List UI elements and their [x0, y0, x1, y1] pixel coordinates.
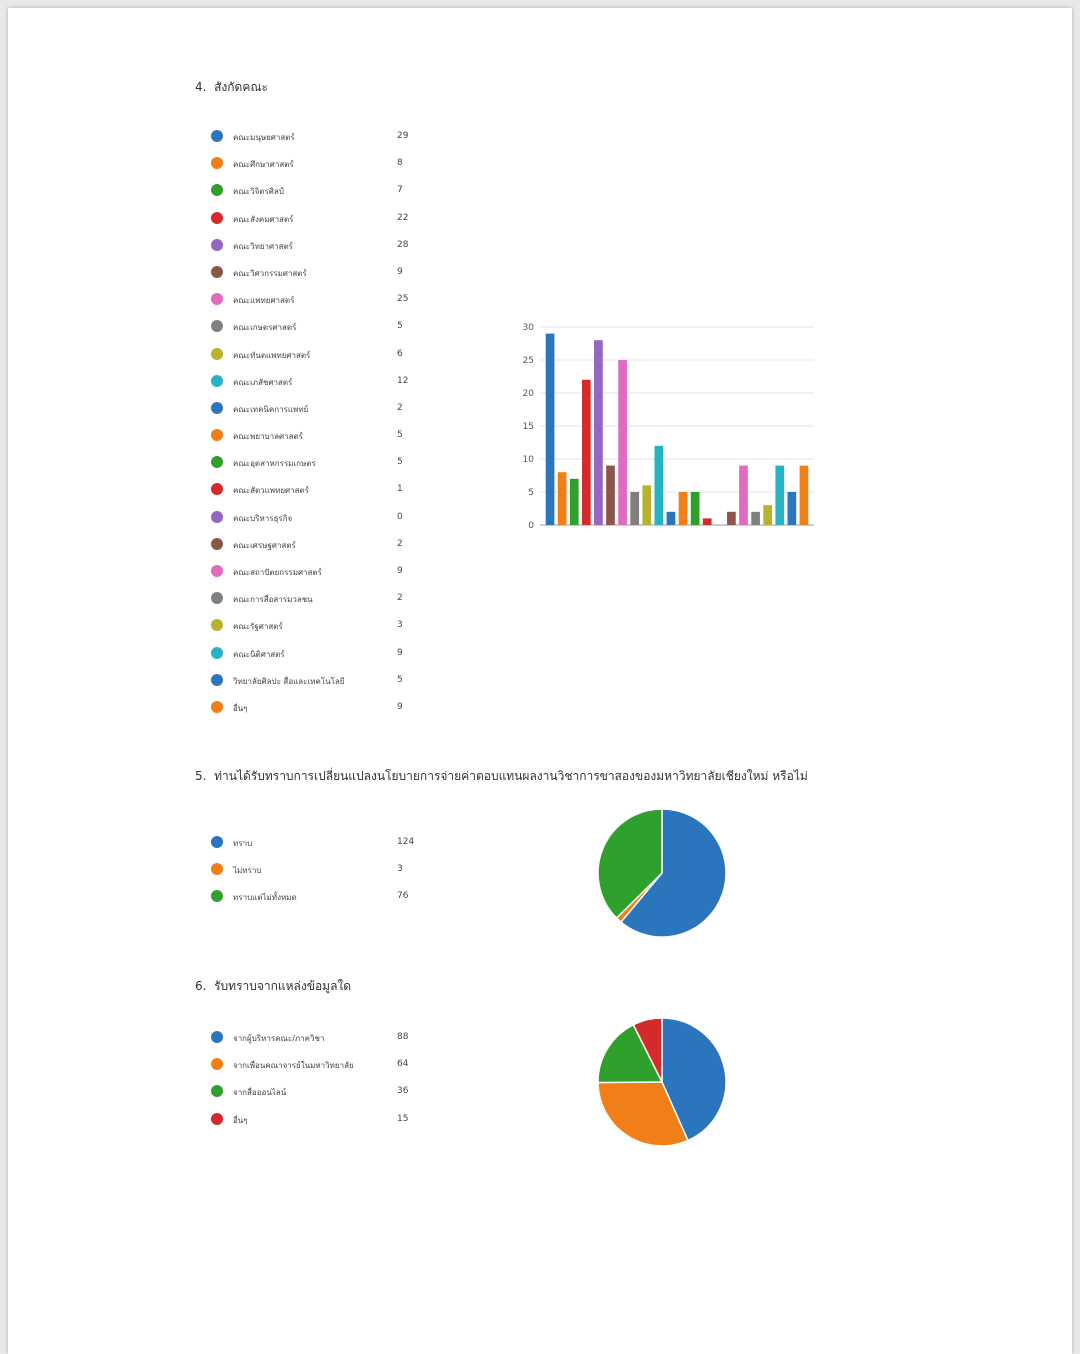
question-6-title: 6. รับทราบจากแหล่งข้อมูลใด — [195, 979, 352, 993]
legend-value: 28 — [397, 239, 409, 250]
bar — [618, 360, 627, 525]
legend-label: คณะพยาบาลศาสตร์ — [233, 432, 303, 442]
faculty-bar-chart — [510, 318, 820, 533]
bar — [667, 512, 676, 525]
legend-value: 5 — [397, 457, 403, 468]
bar — [606, 466, 615, 525]
legend-label: ทราบ — [233, 839, 253, 848]
y-tick-label: 20 — [522, 389, 534, 399]
legend-value: 2 — [397, 593, 403, 604]
y-tick-label: 10 — [522, 455, 534, 465]
legend-value: 12 — [397, 375, 409, 386]
legend-value: 29 — [397, 131, 409, 141]
bar — [582, 380, 591, 525]
legend-label: คณะการสื่อสารมวลชน — [233, 595, 313, 605]
legend-swatch — [211, 701, 223, 713]
legend-swatch — [211, 266, 223, 278]
legend-swatch — [211, 375, 223, 387]
legend-swatch — [211, 1031, 223, 1043]
question-5-title: 5. ท่านได้รับทราบการเปลี่ยนแปลงนโยบายการจ่ายค่าตอบแทนผลงานวิชาการขาสองของมหาวิทยาลัยเชียงใหม่ หรือไม่ — [195, 769, 808, 783]
bar — [751, 512, 760, 525]
legend-label: อื่นๆ — [233, 703, 248, 713]
legend-label: คณะวิทยาศาสตร์ — [233, 241, 293, 251]
bar — [691, 492, 700, 525]
legend-value: 5 — [397, 674, 403, 685]
legend-value: 124 — [397, 837, 415, 847]
bar — [763, 505, 772, 525]
legend-value: 3 — [397, 620, 403, 631]
legend-label: คณะวิศวกรรมศาสตร์ — [233, 268, 307, 278]
legend-value: 6 — [397, 348, 403, 359]
legend-label: คณะวิจิตรศิลป์ — [233, 187, 284, 197]
awareness-pie-chart — [592, 803, 732, 943]
legend-label: คณะศึกษาศาสตร์ — [233, 160, 294, 170]
legend-label: คณะบริหารธุรกิจ — [233, 513, 293, 523]
legend-swatch — [211, 511, 223, 523]
y-tick-label: 30 — [522, 323, 534, 333]
legend-value: 5 — [397, 321, 403, 332]
bar — [570, 479, 579, 525]
legend-swatch — [211, 429, 223, 441]
bar — [642, 485, 651, 525]
y-tick-label: 25 — [522, 356, 534, 366]
legend-label: คณะมนุษยศาสตร์ — [233, 133, 295, 142]
legend-value: 0 — [397, 511, 403, 522]
legend-label: คณะสัตวแพทยศาสตร์ — [233, 486, 309, 496]
legend-label: คณะทันตแพทยศาสตร์ — [233, 350, 311, 360]
bar — [788, 492, 797, 525]
legend-value: 9 — [397, 566, 403, 576]
legend-swatch — [211, 348, 223, 360]
legend-swatch — [211, 239, 223, 251]
legend-swatch — [211, 1113, 223, 1125]
legend-label: คณะรัฐศาสตร์ — [233, 622, 283, 632]
question-4-title: 4. สังกัดคณะ — [195, 80, 268, 94]
legend-label: คณะเกษตรศาสตร์ — [233, 323, 297, 333]
legend-label: คณะเทคนิคการแพทย์ — [233, 404, 309, 414]
legend-label: อื่นๆ — [233, 1115, 248, 1125]
bar — [775, 466, 784, 525]
legend-swatch — [211, 565, 223, 577]
legend-value: 8 — [397, 158, 403, 169]
legend-value: 2 — [397, 538, 403, 549]
bar — [739, 466, 748, 525]
legend-swatch — [211, 130, 223, 142]
legend-label: จากสื่อออนไลน์ — [233, 1088, 287, 1098]
legend-label: จากเพื่อนคณาจารย์ในมหาวิทยาลัย — [233, 1061, 354, 1071]
legend-value: 25 — [397, 294, 409, 305]
legend-label: ไม่ทราบ — [233, 866, 262, 876]
legend-swatch — [211, 836, 223, 848]
bar — [703, 518, 712, 525]
legend-label: คณะเศรษฐศาสตร์ — [233, 540, 296, 550]
legend-label: คณะสังคมศาสตร์ — [233, 214, 294, 224]
bar — [594, 340, 603, 525]
legend-swatch — [211, 402, 223, 414]
y-tick-label: 15 — [522, 422, 534, 432]
bar — [727, 512, 736, 525]
legend-value: 36 — [397, 1086, 409, 1097]
legend-swatch — [211, 538, 223, 550]
legend-value: 76 — [397, 891, 409, 902]
legend-label: คณะสถาปัตยกรรมศาสตร์ — [233, 568, 322, 577]
bar — [800, 466, 809, 525]
legend-label: คณะแพทยศาสตร์ — [233, 296, 295, 306]
source-pie-chart — [592, 1012, 732, 1152]
legend-value: 88 — [397, 1032, 409, 1042]
legend-swatch — [211, 674, 223, 686]
legend-value: 22 — [397, 212, 409, 223]
legend-label: คณะเภสัชศาสตร์ — [233, 377, 293, 387]
bar — [655, 446, 664, 525]
legend-swatch — [211, 647, 223, 659]
legend-label: คณะนิติศาสตร์ — [233, 649, 285, 659]
legend-value: 9 — [397, 647, 403, 658]
legend-label: ทราบแต่ไม่ทั้งหมด — [233, 893, 297, 903]
y-tick-label: 0 — [528, 521, 534, 531]
legend-value: 9 — [397, 266, 403, 277]
legend-label: จากผู้บริหารคณะ/ภาควิชา — [233, 1034, 325, 1043]
legend-value: 1 — [397, 484, 403, 495]
legend-value: 64 — [397, 1059, 409, 1070]
bar — [679, 492, 688, 525]
legend-value: 7 — [397, 185, 403, 196]
legend-value: 2 — [397, 402, 403, 413]
bar — [546, 334, 555, 525]
legend-value: 5 — [397, 430, 403, 441]
legend-swatch — [211, 212, 223, 224]
legend-value: 15 — [397, 1113, 409, 1124]
legend-value: 3 — [397, 864, 403, 875]
legend-label: วิทยาลัยศิลปะ สื่อและเทคโนโลยี — [233, 676, 345, 686]
legend-value: 9 — [397, 701, 403, 712]
bar — [558, 472, 567, 525]
legend-label: คณะอุตสาหกรรมเกษตร — [233, 459, 316, 469]
report-page — [8, 8, 1072, 1354]
y-tick-label: 5 — [528, 488, 534, 498]
bar — [630, 492, 639, 525]
